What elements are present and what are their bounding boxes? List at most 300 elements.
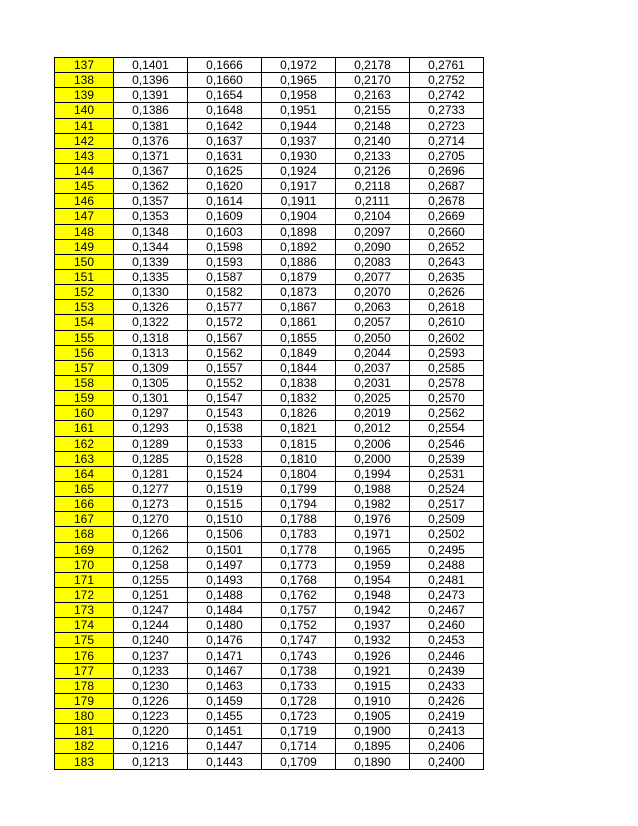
value-cell-col-3: 0,1861	[262, 315, 336, 330]
value-cell-col-3: 0,1937	[262, 133, 336, 148]
value-cell-col-5: 0,2406	[410, 739, 484, 754]
value-cell-col-3: 0,1783	[262, 527, 336, 542]
value-cell-col-5: 0,2426	[410, 693, 484, 708]
value-cell-col-4: 0,1905	[336, 709, 410, 724]
row-index-cell: 177	[55, 663, 114, 678]
table-row	[55, 648, 484, 663]
value-cell-col-4: 0,2148	[336, 118, 410, 133]
spreadsheet-table-container	[54, 57, 484, 770]
value-cell-col-3: 0,1951	[262, 103, 336, 118]
value-cell-col-1: 0,1281	[114, 466, 188, 481]
value-cell-col-3: 0,1723	[262, 709, 336, 724]
table-row	[55, 148, 484, 163]
table-row	[55, 254, 484, 269]
table-row	[55, 375, 484, 390]
value-cell-col-3: 0,1838	[262, 375, 336, 390]
value-cell-col-5: 0,2678	[410, 194, 484, 209]
table-row	[55, 587, 484, 602]
value-cell-col-2: 0,1451	[188, 724, 262, 739]
value-cell-col-4: 0,1948	[336, 587, 410, 602]
value-cell-col-1: 0,1297	[114, 406, 188, 421]
row-index-cell: 151	[55, 269, 114, 284]
value-cell-col-3: 0,1810	[262, 451, 336, 466]
value-cell-col-1: 0,1293	[114, 421, 188, 436]
row-index-cell: 173	[55, 603, 114, 618]
table-row	[55, 481, 484, 496]
value-cell-col-4: 0,1994	[336, 466, 410, 481]
value-cell-col-2: 0,1587	[188, 269, 262, 284]
value-cell-col-3: 0,1815	[262, 436, 336, 451]
value-cell-col-1: 0,1273	[114, 497, 188, 512]
table-row	[55, 224, 484, 239]
value-cell-col-1: 0,1216	[114, 739, 188, 754]
value-cell-col-2: 0,1463	[188, 678, 262, 693]
row-index-cell: 143	[55, 148, 114, 163]
value-cell-col-5: 0,2643	[410, 254, 484, 269]
row-index-cell: 167	[55, 512, 114, 527]
value-cell-col-2: 0,1562	[188, 345, 262, 360]
value-cell-col-4: 0,1932	[336, 633, 410, 648]
table-row	[55, 527, 484, 542]
row-index-cell: 149	[55, 239, 114, 254]
value-cell-col-2: 0,1614	[188, 194, 262, 209]
table-row	[55, 209, 484, 224]
value-cell-col-2: 0,1572	[188, 315, 262, 330]
row-index-cell: 183	[55, 754, 114, 769]
value-cell-col-5: 0,2481	[410, 572, 484, 587]
value-cell-col-5: 0,2562	[410, 406, 484, 421]
value-cell-col-2: 0,1484	[188, 603, 262, 618]
value-cell-col-4: 0,2178	[336, 58, 410, 73]
row-index-cell: 169	[55, 542, 114, 557]
value-cell-col-5: 0,2554	[410, 421, 484, 436]
value-cell-col-3: 0,1886	[262, 254, 336, 269]
value-cell-col-3: 0,1728	[262, 693, 336, 708]
value-cell-col-3: 0,1738	[262, 663, 336, 678]
value-cell-col-2: 0,1459	[188, 693, 262, 708]
table-row	[55, 73, 484, 88]
value-cell-col-5: 0,2570	[410, 391, 484, 406]
value-cell-col-5: 0,2524	[410, 481, 484, 496]
row-index-cell: 163	[55, 451, 114, 466]
value-cell-col-1: 0,1367	[114, 163, 188, 178]
value-cell-col-5: 0,2618	[410, 300, 484, 315]
value-cell-col-4: 0,2019	[336, 406, 410, 421]
value-cell-col-5: 0,2652	[410, 239, 484, 254]
row-index-cell: 157	[55, 360, 114, 375]
value-cell-col-3: 0,1743	[262, 648, 336, 663]
value-cell-col-2: 0,1467	[188, 663, 262, 678]
value-cell-col-4: 0,2097	[336, 224, 410, 239]
row-index-cell: 150	[55, 254, 114, 269]
value-cell-col-3: 0,1788	[262, 512, 336, 527]
value-cell-col-1: 0,1309	[114, 360, 188, 375]
value-cell-col-2: 0,1567	[188, 330, 262, 345]
value-cell-col-1: 0,1262	[114, 542, 188, 557]
value-cell-col-5: 0,2687	[410, 179, 484, 194]
value-cell-col-1: 0,1258	[114, 557, 188, 572]
value-cell-col-1: 0,1339	[114, 254, 188, 269]
value-cell-col-5: 0,2460	[410, 618, 484, 633]
value-cell-col-2: 0,1524	[188, 466, 262, 481]
value-cell-col-1: 0,1381	[114, 118, 188, 133]
row-index-cell: 178	[55, 678, 114, 693]
value-cell-col-5: 0,2602	[410, 330, 484, 345]
value-cell-col-3: 0,1849	[262, 345, 336, 360]
row-index-cell: 153	[55, 300, 114, 315]
value-cell-col-5: 0,2467	[410, 603, 484, 618]
row-index-cell: 166	[55, 497, 114, 512]
value-cell-col-5: 0,2546	[410, 436, 484, 451]
value-cell-col-4: 0,1915	[336, 678, 410, 693]
value-cell-col-1: 0,1330	[114, 285, 188, 300]
value-cell-col-2: 0,1547	[188, 391, 262, 406]
value-cell-col-2: 0,1593	[188, 254, 262, 269]
value-cell-col-3: 0,1879	[262, 269, 336, 284]
value-cell-col-5: 0,2635	[410, 269, 484, 284]
value-cell-col-2: 0,1557	[188, 360, 262, 375]
row-index-cell: 161	[55, 421, 114, 436]
value-cell-col-2: 0,1510	[188, 512, 262, 527]
row-index-cell: 140	[55, 103, 114, 118]
value-cell-col-4: 0,2104	[336, 209, 410, 224]
value-cell-col-1: 0,1326	[114, 300, 188, 315]
row-index-cell: 159	[55, 391, 114, 406]
value-cell-col-4: 0,2170	[336, 73, 410, 88]
value-cell-col-5: 0,2446	[410, 648, 484, 663]
value-cell-col-3: 0,1709	[262, 754, 336, 769]
value-cell-col-4: 0,2006	[336, 436, 410, 451]
value-table	[54, 57, 484, 770]
value-cell-col-3: 0,1911	[262, 194, 336, 209]
row-index-cell: 156	[55, 345, 114, 360]
row-index-cell: 146	[55, 194, 114, 209]
value-cell-col-5: 0,2752	[410, 73, 484, 88]
value-cell-col-2: 0,1666	[188, 58, 262, 73]
value-cell-col-4: 0,1965	[336, 542, 410, 557]
value-cell-col-4: 0,2000	[336, 451, 410, 466]
value-cell-col-3: 0,1965	[262, 73, 336, 88]
value-cell-col-5: 0,2696	[410, 163, 484, 178]
row-index-cell: 172	[55, 587, 114, 602]
value-cell-col-1: 0,1344	[114, 239, 188, 254]
value-cell-col-2: 0,1625	[188, 163, 262, 178]
value-cell-col-4: 0,1910	[336, 693, 410, 708]
value-cell-col-4: 0,1900	[336, 724, 410, 739]
row-index-cell: 176	[55, 648, 114, 663]
value-cell-col-2: 0,1455	[188, 709, 262, 724]
value-cell-col-2: 0,1660	[188, 73, 262, 88]
table-row	[55, 739, 484, 754]
value-cell-col-1: 0,1240	[114, 633, 188, 648]
value-cell-col-5: 0,2626	[410, 285, 484, 300]
value-cell-col-1: 0,1305	[114, 375, 188, 390]
value-cell-col-4: 0,1921	[336, 663, 410, 678]
value-cell-col-3: 0,1752	[262, 618, 336, 633]
value-cell-col-1: 0,1226	[114, 693, 188, 708]
table-row	[55, 239, 484, 254]
row-index-cell: 145	[55, 179, 114, 194]
value-cell-col-2: 0,1598	[188, 239, 262, 254]
value-cell-col-4: 0,1988	[336, 481, 410, 496]
row-index-cell: 180	[55, 709, 114, 724]
value-cell-col-4: 0,1982	[336, 497, 410, 512]
table-row	[55, 497, 484, 512]
table-row	[55, 633, 484, 648]
value-cell-col-1: 0,1396	[114, 73, 188, 88]
row-index-cell: 137	[55, 58, 114, 73]
value-cell-col-3: 0,1821	[262, 421, 336, 436]
value-cell-col-4: 0,2031	[336, 375, 410, 390]
row-index-cell: 179	[55, 693, 114, 708]
value-cell-col-4: 0,2118	[336, 179, 410, 194]
value-cell-col-5: 0,2539	[410, 451, 484, 466]
value-cell-col-4: 0,1937	[336, 618, 410, 633]
value-cell-col-1: 0,1353	[114, 209, 188, 224]
value-cell-col-4: 0,2126	[336, 163, 410, 178]
table-row	[55, 603, 484, 618]
value-cell-col-3: 0,1972	[262, 58, 336, 73]
value-cell-col-1: 0,1313	[114, 345, 188, 360]
value-cell-col-2: 0,1648	[188, 103, 262, 118]
value-cell-col-2: 0,1501	[188, 542, 262, 557]
value-cell-col-3: 0,1898	[262, 224, 336, 239]
value-cell-col-4: 0,2063	[336, 300, 410, 315]
value-cell-col-4: 0,1895	[336, 739, 410, 754]
table-row	[55, 194, 484, 209]
table-row	[55, 285, 484, 300]
value-cell-col-2: 0,1637	[188, 133, 262, 148]
value-cell-col-4: 0,2050	[336, 330, 410, 345]
value-cell-col-3: 0,1904	[262, 209, 336, 224]
table-row	[55, 406, 484, 421]
value-cell-col-1: 0,1362	[114, 179, 188, 194]
row-index-cell: 144	[55, 163, 114, 178]
row-index-cell: 182	[55, 739, 114, 754]
value-cell-col-3: 0,1944	[262, 118, 336, 133]
value-cell-col-2: 0,1443	[188, 754, 262, 769]
value-cell-col-4: 0,2037	[336, 360, 410, 375]
row-index-cell: 171	[55, 572, 114, 587]
value-cell-col-3: 0,1804	[262, 466, 336, 481]
value-cell-col-2: 0,1609	[188, 209, 262, 224]
value-cell-col-2: 0,1519	[188, 481, 262, 496]
value-cell-col-2: 0,1654	[188, 88, 262, 103]
table-row	[55, 466, 484, 481]
value-cell-col-5: 0,2610	[410, 315, 484, 330]
row-index-cell: 155	[55, 330, 114, 345]
table-row	[55, 88, 484, 103]
value-cell-col-1: 0,1318	[114, 330, 188, 345]
value-cell-col-3: 0,1832	[262, 391, 336, 406]
value-cell-col-1: 0,1230	[114, 678, 188, 693]
table-row	[55, 542, 484, 557]
value-cell-col-5: 0,2705	[410, 148, 484, 163]
value-cell-col-5: 0,2761	[410, 58, 484, 73]
value-cell-col-5: 0,2531	[410, 466, 484, 481]
table-row	[55, 103, 484, 118]
value-cell-col-5: 0,2413	[410, 724, 484, 739]
table-row	[55, 391, 484, 406]
value-cell-col-5: 0,2517	[410, 497, 484, 512]
value-cell-col-3: 0,1892	[262, 239, 336, 254]
row-index-cell: 170	[55, 557, 114, 572]
value-cell-col-5: 0,2439	[410, 663, 484, 678]
value-cell-col-1: 0,1244	[114, 618, 188, 633]
value-cell-col-4: 0,2044	[336, 345, 410, 360]
row-index-cell: 147	[55, 209, 114, 224]
value-cell-col-3: 0,1867	[262, 300, 336, 315]
value-cell-col-3: 0,1844	[262, 360, 336, 375]
value-cell-col-2: 0,1538	[188, 421, 262, 436]
table-row	[55, 512, 484, 527]
row-index-cell: 141	[55, 118, 114, 133]
table-row	[55, 315, 484, 330]
value-cell-col-2: 0,1515	[188, 497, 262, 512]
value-cell-col-1: 0,1322	[114, 315, 188, 330]
value-cell-col-5: 0,2488	[410, 557, 484, 572]
row-index-cell: 164	[55, 466, 114, 481]
value-cell-col-1: 0,1237	[114, 648, 188, 663]
value-cell-col-5: 0,2660	[410, 224, 484, 239]
table-row	[55, 179, 484, 194]
value-cell-col-2: 0,1471	[188, 648, 262, 663]
value-cell-col-5: 0,2502	[410, 527, 484, 542]
value-cell-col-3: 0,1747	[262, 633, 336, 648]
value-cell-col-4: 0,2012	[336, 421, 410, 436]
value-cell-col-5: 0,2733	[410, 103, 484, 118]
value-cell-col-1: 0,1247	[114, 603, 188, 618]
value-cell-col-3: 0,1778	[262, 542, 336, 557]
value-cell-col-3: 0,1917	[262, 179, 336, 194]
value-cell-col-5: 0,2473	[410, 587, 484, 602]
value-cell-col-3: 0,1873	[262, 285, 336, 300]
value-cell-col-1: 0,1270	[114, 512, 188, 527]
value-cell-col-5: 0,2585	[410, 360, 484, 375]
value-cell-col-1: 0,1391	[114, 88, 188, 103]
table-row	[55, 451, 484, 466]
value-cell-col-3: 0,1773	[262, 557, 336, 572]
table-row	[55, 572, 484, 587]
value-cell-col-1: 0,1348	[114, 224, 188, 239]
row-index-cell: 139	[55, 88, 114, 103]
value-cell-col-5: 0,2433	[410, 678, 484, 693]
value-cell-col-2: 0,1631	[188, 148, 262, 163]
value-cell-col-1: 0,1289	[114, 436, 188, 451]
row-index-cell: 138	[55, 73, 114, 88]
value-cell-col-1: 0,1251	[114, 587, 188, 602]
value-cell-col-1: 0,1277	[114, 481, 188, 496]
value-cell-col-3: 0,1719	[262, 724, 336, 739]
value-cell-col-4: 0,2090	[336, 239, 410, 254]
table-body	[55, 58, 484, 770]
value-cell-col-2: 0,1497	[188, 557, 262, 572]
value-cell-col-1: 0,1233	[114, 663, 188, 678]
value-cell-col-2: 0,1543	[188, 406, 262, 421]
value-cell-col-4: 0,2111	[336, 194, 410, 209]
value-cell-col-5: 0,2723	[410, 118, 484, 133]
table-row	[55, 557, 484, 572]
value-cell-col-1: 0,1220	[114, 724, 188, 739]
value-cell-col-2: 0,1603	[188, 224, 262, 239]
value-cell-col-2: 0,1447	[188, 739, 262, 754]
value-cell-col-1: 0,1335	[114, 269, 188, 284]
table-row	[55, 618, 484, 633]
value-cell-col-5: 0,2453	[410, 633, 484, 648]
row-index-cell: 174	[55, 618, 114, 633]
value-cell-col-4: 0,2025	[336, 391, 410, 406]
value-cell-col-4: 0,2057	[336, 315, 410, 330]
value-cell-col-1: 0,1371	[114, 148, 188, 163]
value-cell-col-3: 0,1733	[262, 678, 336, 693]
table-row	[55, 724, 484, 739]
value-cell-col-1: 0,1223	[114, 709, 188, 724]
table-row	[55, 345, 484, 360]
value-cell-col-3: 0,1855	[262, 330, 336, 345]
value-cell-col-3: 0,1930	[262, 148, 336, 163]
value-cell-col-1: 0,1401	[114, 58, 188, 73]
row-index-cell: 181	[55, 724, 114, 739]
value-cell-col-2: 0,1620	[188, 179, 262, 194]
value-cell-col-3: 0,1762	[262, 587, 336, 602]
value-cell-col-4: 0,1954	[336, 572, 410, 587]
table-row	[55, 300, 484, 315]
value-cell-col-1: 0,1213	[114, 754, 188, 769]
table-row	[55, 693, 484, 708]
value-cell-col-1: 0,1376	[114, 133, 188, 148]
value-cell-col-5: 0,2742	[410, 88, 484, 103]
row-index-cell: 160	[55, 406, 114, 421]
table-row	[55, 709, 484, 724]
value-cell-col-4: 0,1926	[336, 648, 410, 663]
table-row	[55, 436, 484, 451]
row-index-cell: 158	[55, 375, 114, 390]
value-cell-col-2: 0,1480	[188, 618, 262, 633]
value-cell-col-4: 0,2163	[336, 88, 410, 103]
value-cell-col-1: 0,1285	[114, 451, 188, 466]
value-cell-col-4: 0,2083	[336, 254, 410, 269]
value-cell-col-4: 0,2155	[336, 103, 410, 118]
value-cell-col-4: 0,2070	[336, 285, 410, 300]
table-row	[55, 118, 484, 133]
value-cell-col-2: 0,1476	[188, 633, 262, 648]
table-row	[55, 663, 484, 678]
value-cell-col-3: 0,1714	[262, 739, 336, 754]
value-cell-col-5: 0,2495	[410, 542, 484, 557]
value-cell-col-5: 0,2400	[410, 754, 484, 769]
value-cell-col-3: 0,1757	[262, 603, 336, 618]
value-cell-col-4: 0,1942	[336, 603, 410, 618]
value-cell-col-4: 0,2140	[336, 133, 410, 148]
value-cell-col-3: 0,1826	[262, 406, 336, 421]
value-cell-col-1: 0,1301	[114, 391, 188, 406]
value-cell-col-2: 0,1642	[188, 118, 262, 133]
row-index-cell: 152	[55, 285, 114, 300]
value-cell-col-3: 0,1794	[262, 497, 336, 512]
value-cell-col-3: 0,1799	[262, 481, 336, 496]
row-index-cell: 175	[55, 633, 114, 648]
value-cell-col-3: 0,1768	[262, 572, 336, 587]
value-cell-col-5: 0,2419	[410, 709, 484, 724]
value-cell-col-3: 0,1958	[262, 88, 336, 103]
value-cell-col-3: 0,1924	[262, 163, 336, 178]
table-row	[55, 754, 484, 769]
value-cell-col-1: 0,1357	[114, 194, 188, 209]
row-index-cell: 148	[55, 224, 114, 239]
value-cell-col-2: 0,1488	[188, 587, 262, 602]
value-cell-col-4: 0,1976	[336, 512, 410, 527]
value-cell-col-2: 0,1533	[188, 436, 262, 451]
